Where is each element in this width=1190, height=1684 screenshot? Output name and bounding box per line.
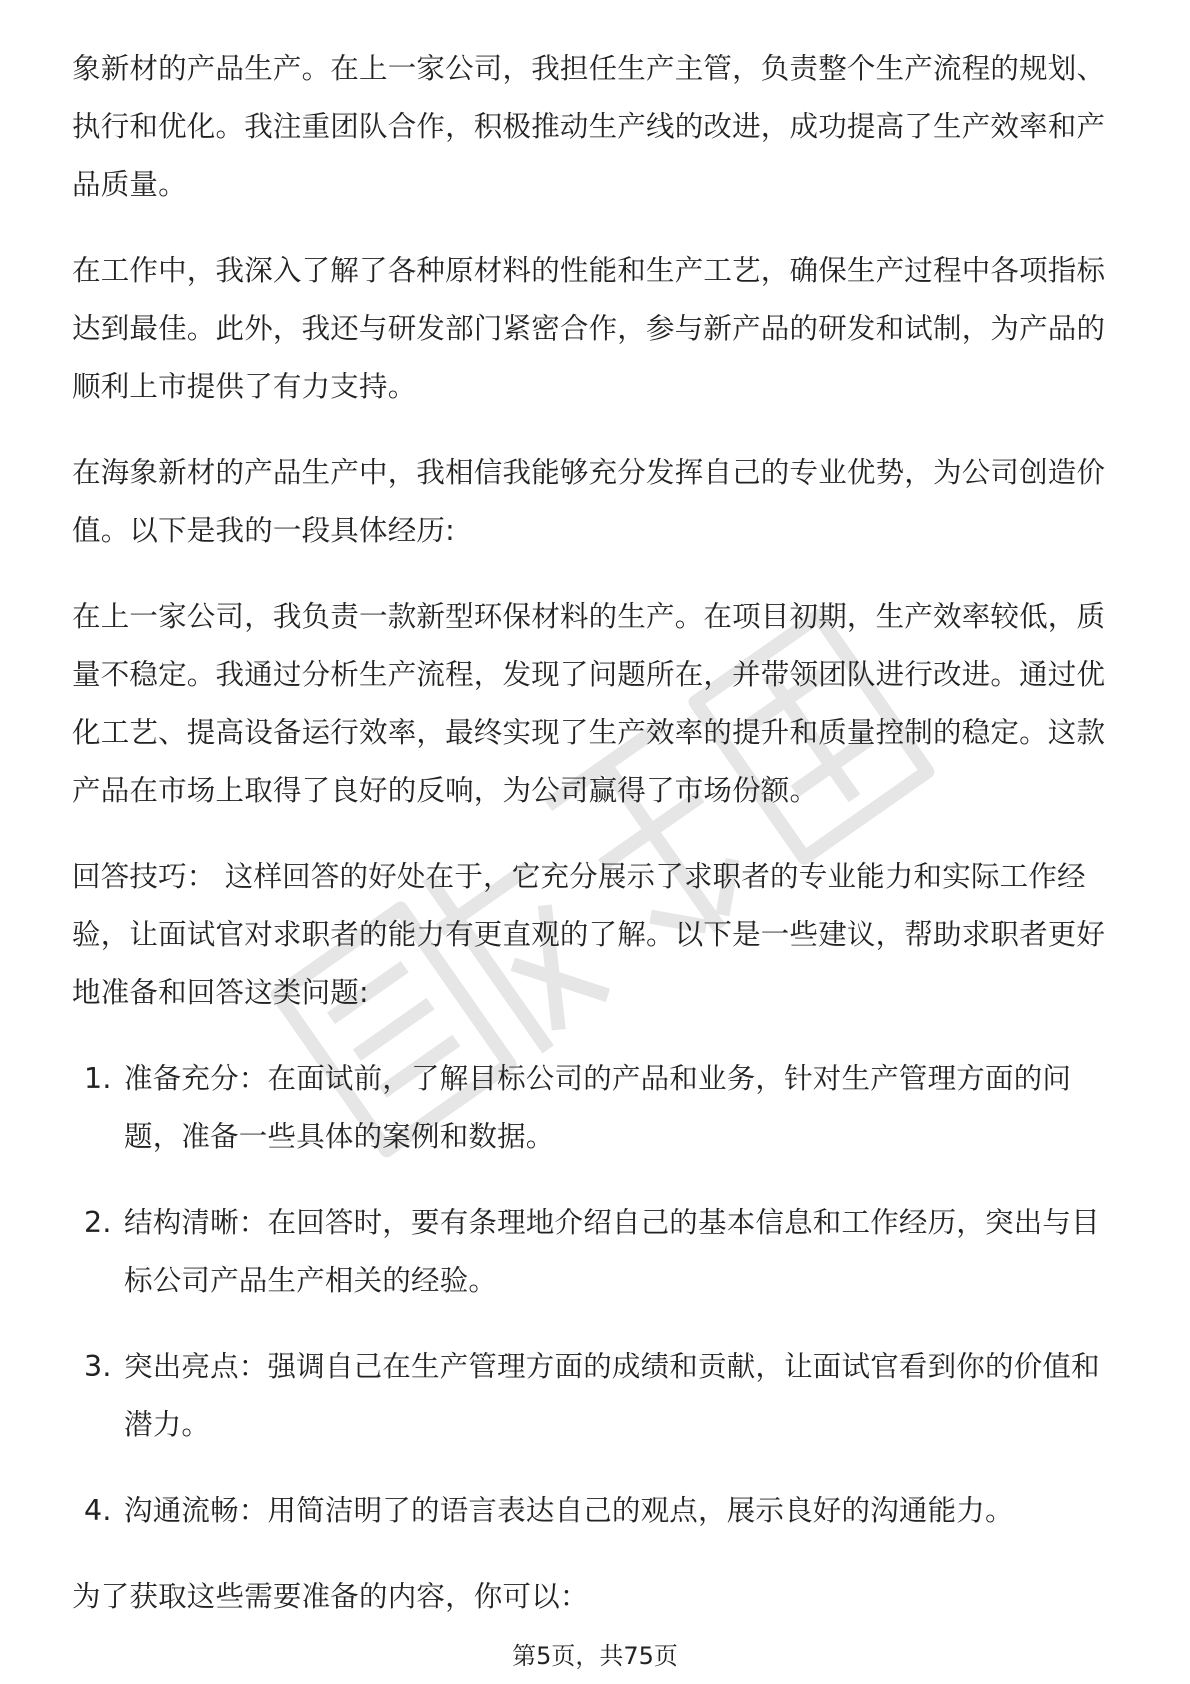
list-item-number: 2. bbox=[84, 1206, 112, 1239]
main-content bbox=[72, 40, 1118, 1654]
paragraph-experience: 在上一家公司，我负责一款新型环保材料的生产。在项目初期，生产效率较低，质量不稳定。我通过分析生产流程，发现了问题所在，并带领团队进行改进。通过优化工艺、提高设备运行效率，最终实现了生产效率的提升和质量控制的稳定。这款产品在市场上取得了良好的反响，为公司赢得了市场份额。 bbox=[72, 600, 1106, 807]
list-item bbox=[72, 1194, 1118, 1310]
list-item-text: 准备充分：在面试前，了解目标公司的产品和业务，针对生产管理方面的问题，准备一些具体的案例和数据。 bbox=[124, 1062, 1072, 1153]
list-item bbox=[72, 1050, 1118, 1166]
paragraph-value: 在海象新材的产品生产中，我相信我能够充分发挥自己的专业优势，为公司创造价值。以下是我的一段具体经历: bbox=[72, 456, 1106, 547]
list-item-number: 3. bbox=[84, 1350, 112, 1383]
list-item-text: 结构清晰：在回答时，要有条理地介绍自己的基本信息和工作经历，突出与目标公司产品生产相关的经验。 bbox=[124, 1206, 1100, 1297]
paragraph-work: 在工作中，我深入了解了各种原材料的性能和生产工艺，确保生产过程中各项指标达到最佳。此外，我还与研发部门紧密合作，参与新产品的研发和试制，为产品的顺利上市提供了有力支持。 bbox=[72, 254, 1106, 403]
list-item-number: 1. bbox=[84, 1062, 112, 1095]
paragraph-intro: 象新材的产品生产。在上一家公司，我担任生产主管，负责整个生产流程的规划、执行和优化。我注重团队合作，积极推动生产线的改进，成功提高了生产效率和产品质量。 bbox=[72, 52, 1106, 201]
list-item-text: 沟通流畅：用简洁明了的语言表达自己的观点，展示良好的沟通能力。 bbox=[124, 1494, 1014, 1527]
paragraph-answer-tips: 回答技巧： 这样回答的好处在于，它充分展示了求职者的专业能力和实际工作经验，让面试官对求职者的能力有更直观的了解。以下是一些建议，帮助求职者更好地准备和回答这类问题: bbox=[72, 860, 1106, 1009]
tips-list bbox=[72, 1050, 1118, 1540]
list-item bbox=[72, 1482, 1118, 1540]
list-item-text: 突出亮点：强调自己在生产管理方面的成绩和贡献，让面试官看到你的价值和潜力。 bbox=[124, 1350, 1100, 1441]
paragraph-closing: 为了获取这些需要准备的内容，你可以： bbox=[72, 1580, 589, 1613]
list-item-number: 4. bbox=[84, 1494, 112, 1527]
list-item bbox=[72, 1338, 1118, 1454]
page-number-footer: 第5页，共75页 bbox=[512, 1642, 678, 1670]
